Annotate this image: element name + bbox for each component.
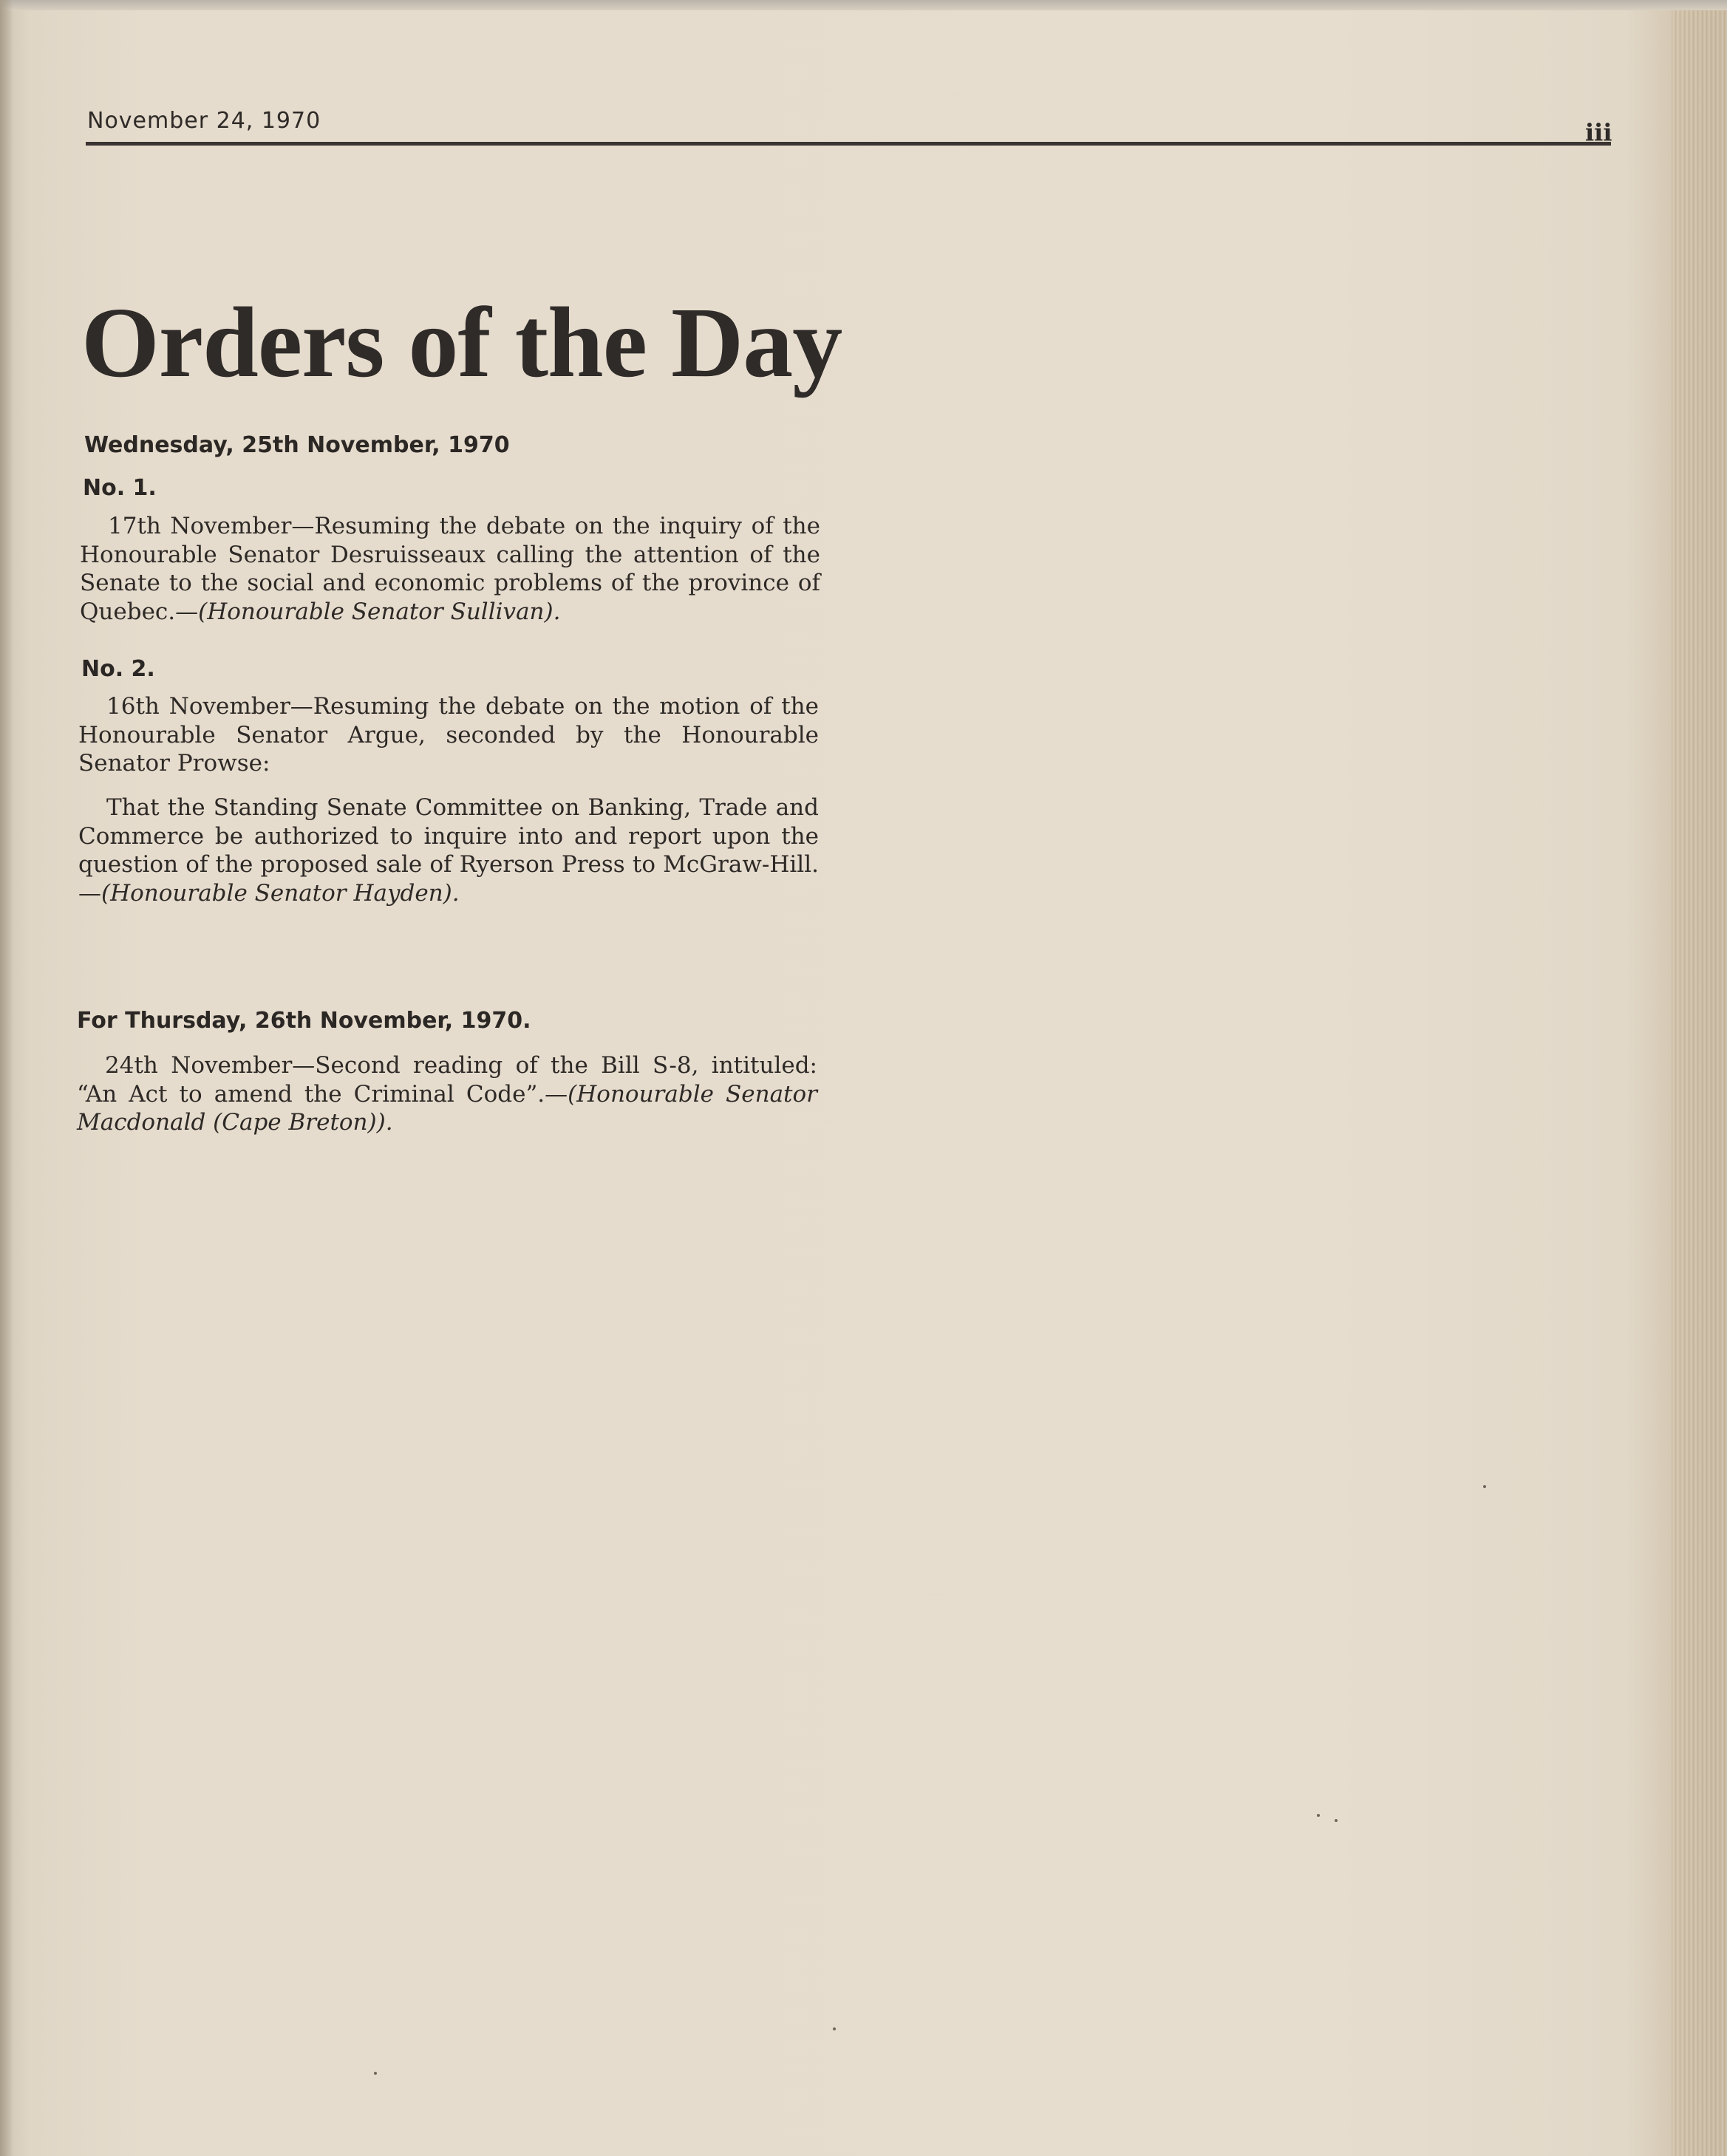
- order-item-sponsor: (Honourable Senator Macdonald (Cape Breton)).: [77, 1080, 817, 1136]
- motion-text: That the Standing Senate Committee on Banking, Trade and Commerce be authorized to inquire into and report upon the question of the proposed sale of Ryerson Press to McGraw-Hill.—: [78, 794, 819, 907]
- item-number: No. 2.: [81, 656, 155, 682]
- order-item-paragraph: [77, 1051, 817, 1137]
- order-item-text: 16th November—Resuming the debate on the motion of the Honourable Senator Argue, seconded by the Honourable Senator Prowse:: [78, 693, 819, 777]
- page-top-edge: [0, 0, 1727, 10]
- header-rule: [86, 142, 1611, 146]
- order-item-text: 17th November—Resuming the debate on the inquiry of the Honourable Senator Desruisseaux calling the attention of the Senate to the social and economic problems of the province of Quebec.—: [80, 513, 820, 625]
- paper-speck: [1335, 1819, 1338, 1822]
- binding-shadow: [0, 0, 13, 2156]
- section-heading-wednesday: Wednesday, 25th November, 1970: [84, 432, 510, 458]
- order-item-paragraph: [80, 512, 820, 626]
- paper-speck: [374, 2072, 377, 2075]
- motion-paragraph: [78, 794, 819, 907]
- order-item-sponsor: (Honourable Senator Hayden).: [101, 879, 460, 907]
- page-title: Orders of the Day: [81, 287, 842, 398]
- order-item-paragraph: [78, 692, 819, 778]
- running-head-date: November 24, 1970: [87, 108, 321, 134]
- order-item-text: 24th November—Second reading of the Bill S-8, intituled: “An Act to amend the Criminal Code”.—: [77, 1052, 817, 1108]
- paper-speck: [1483, 1485, 1486, 1488]
- paper-speck: [833, 2027, 836, 2030]
- item-number: No. 1.: [83, 475, 157, 501]
- order-item-sponsor: (Honourable Senator Sullivan).: [198, 598, 561, 625]
- page-stack-edges: [1672, 10, 1727, 2156]
- section-heading-thursday: For Thursday, 26th November, 1970.: [77, 1008, 531, 1034]
- paper-speck: [1317, 1814, 1320, 1817]
- page-number: iii: [1585, 118, 1612, 146]
